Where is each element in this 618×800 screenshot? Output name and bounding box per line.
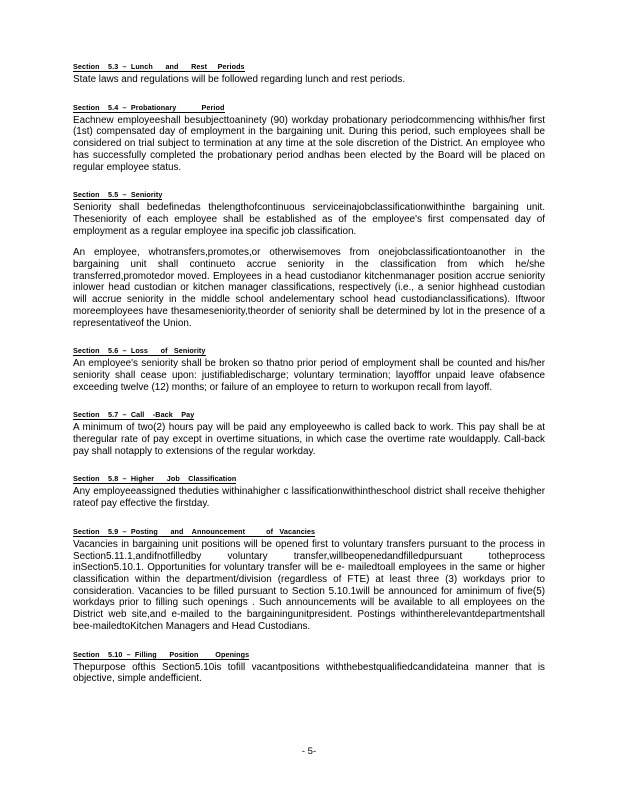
section-paragraph: State laws and regulations will be followed regarding lunch and rest periods. [73, 74, 406, 85]
section-5-4 [73, 97, 545, 174]
section-heading: Section 5.4 – Probationary Period [73, 102, 225, 112]
section-5-9 [73, 521, 545, 633]
section-5-8 [73, 468, 545, 509]
section-5-10 [73, 644, 545, 685]
section-paragraph: Vacancies in bargaining unit positions will be opened first to voluntary transfers pursuant to the process in Section5.11.1,andifnotfilledby voluntary transfer,willbeopenedandfilledpursuant totheprocess inSection5.10.1. Opportunities for voluntary transfer will be e- mailedtoall employees in the same or higher classification within the department/division (regardless of FTE) at least three (3) workdays prior to consideration. Vacancies to be filled pursuant to Section 5.10.1will be announced for aminimum of five(5) workdays prior to filling such openings . Such announcements will be available to all employees on the District web site,and e-mailed to the bargainingunitpresident. Postings withintherelevantdepartmentshall bee-mailedtoKitchen Managers and Head Custodians. [73, 538, 545, 632]
section-5-5 [73, 184, 545, 329]
section-heading: Section 5.3 – Lunch and Rest Periods [73, 62, 245, 71]
section-heading: Section 5.7 – Call -Back Pay [73, 410, 195, 420]
section-paragraph: An employee, whotransfers,promotes,or otherwisemoves from onejobclassificationtoanother in the bargaining unit shall continueto accrue seniority in the classification from which he/she transferred,promotedor moved. Employees in a head custodianor kitchenmanager position accrue seniority inlower head custodian or kitchen manager classifications, respectively (i.e., a senior highhead custodian will accrue seniority in the middle school andelementary school head custodianclassifications). Iftwoor moreemployees have thesameseniority,theorder of seniority shall be determined by lot in the presence of a representativeof the Union. [73, 247, 545, 329]
section-paragraph: Eachnew employeeshall besubjecttoaninety (90) workday probationary periodcommencing withhis/her first (1st) compensated day of employment in the bargaining unit. During this period, such employees shall be considered on trial subject to termination at any time at the sole discretion of the District. An employee who has successfully completed the probationary period andhas been elected by the Board will be placed on regular employee status. [73, 114, 545, 173]
page-number: - 5- [301, 746, 317, 757]
section-heading: Section 5.8 – Higher Job Classification [73, 474, 237, 484]
section-5-6 [73, 340, 545, 393]
section-paragraph: Thepurpose ofthis Section5.10is tofill vacantpositions withthebestqualifiedcandidateina manner that is objective, simple andefficient. [73, 661, 545, 685]
section-paragraph: Any employeeassigned theduties withinahigher c lassificationwithintheschool district shall receive thehigher rateof pay effective the firstday. [73, 486, 545, 510]
section-paragraph: An employee's seniority shall be broken so thatno prior period of employment shall be counted and his/her seniority shall cease upon: justifiabledischarge; voluntary termination; layofffor unpaid leave ofabsence exceeding twelve (12) months; or failure of an employee to return to workupon recall from layoff. [73, 358, 545, 393]
section-paragraph: Seniority shall bedefinedas thelengthofcontinuous serviceinajobclassificationwithinthe bargaining unit. Theseniority of each employee shall be established as of the employee's first compensated day of employment as a regular employee ina specific job classification. [73, 202, 545, 237]
section-5-3 [73, 56, 545, 86]
section-paragraph: A minimum of two(2) hours pay will be paid any employeewho is called back to work. This pay shall be at theregular rate of pay except in overtime situations, in which case the overtime rate wouldapply. Call-back pay shall notapply to extensions of the regular workday. [73, 422, 545, 457]
section-heading: Section 5.9 – Posting and Announcement of Vacancies [73, 526, 316, 536]
section-heading: Section 5.6 – Loss of Seniority [73, 346, 206, 356]
page-content [73, 56, 545, 696]
section-heading: Section 5.5 – Seniority [73, 190, 163, 200]
section-heading: Section 5.10 – Filling Position Openings [73, 649, 250, 659]
section-5-7 [73, 404, 545, 457]
